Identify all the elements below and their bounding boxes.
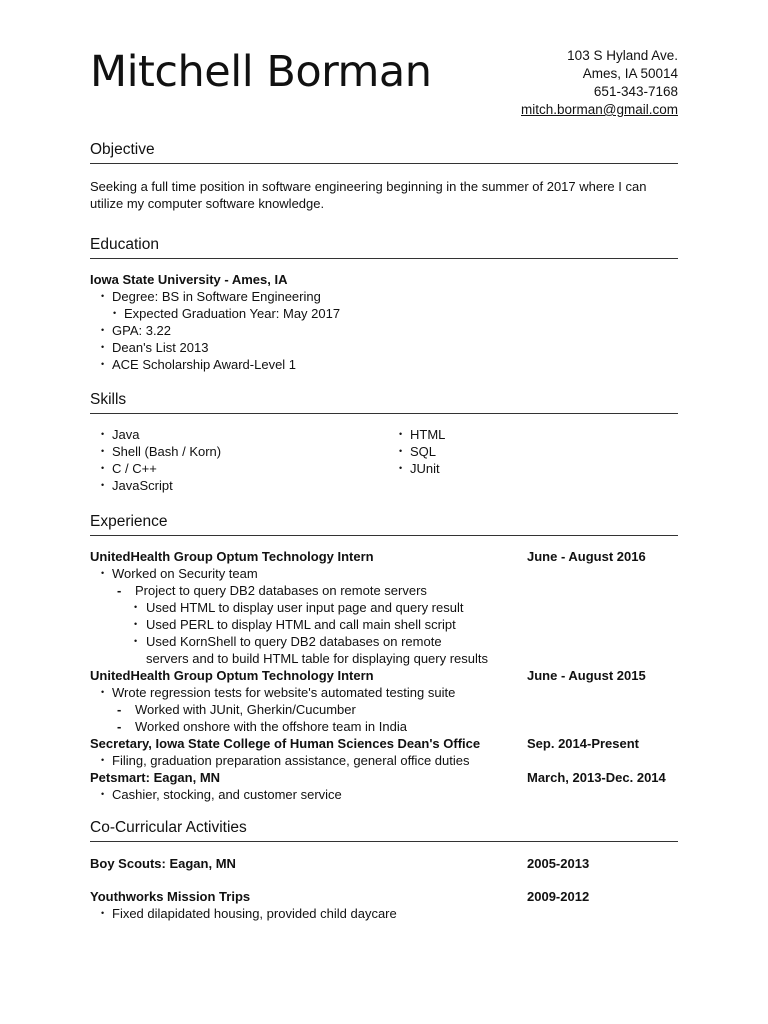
list-item: • ACE Scholarship Award-Level 1 <box>101 357 297 372</box>
list-item: • Degree: BS in Software Engineering <box>101 289 321 304</box>
job-title: UnitedHealth Group Optum Technology Intern <box>90 668 374 683</box>
list-item: • Used PERL to display HTML and call main shell script <box>134 617 456 632</box>
skills-right-column <box>388 426 678 494</box>
candidate-name: Mitchell Borman <box>90 47 432 97</box>
list-item: • Shell (Bash / Korn) <box>101 444 222 459</box>
dash-icon: - <box>117 719 122 734</box>
bullet-icon: • <box>101 291 105 301</box>
activities-section <box>90 817 678 922</box>
bullet-icon: • <box>134 636 138 646</box>
list-item: • JavaScript <box>101 478 173 493</box>
bullet-icon: • <box>101 463 105 473</box>
list-item: - Worked onshore with the offshore team in India <box>117 719 407 734</box>
bullet-icon: • <box>101 687 105 697</box>
objective-heading: Objective <box>90 139 678 164</box>
bullet-icon: • <box>101 908 105 918</box>
list-item: • Filing, graduation preparation assistance, general office duties <box>101 753 470 768</box>
address-line-2: Ames, IA 50014 <box>582 66 678 81</box>
experience-section <box>90 511 678 803</box>
list-item: • Worked on Security team <box>101 566 258 581</box>
email-link[interactable]: mitch.borman@gmail.com <box>521 102 678 117</box>
activity-row <box>90 855 678 872</box>
education-section <box>90 234 678 373</box>
bullet-icon: • <box>134 619 138 629</box>
bullet-icon: • <box>399 429 403 439</box>
list-item: • Wrote regression tests for website's automated testing suite <box>101 685 456 700</box>
school-row <box>90 271 678 288</box>
bullet-icon: • <box>101 446 105 456</box>
list-item: • JUnit <box>399 461 440 476</box>
list-item: • Expected Graduation Year: May 2017 <box>113 306 341 321</box>
activity-date: 2009-2012 <box>527 889 590 904</box>
skills-left-column <box>90 426 380 494</box>
list-item: • Used KornShell to query DB2 databases on remote <box>134 634 442 649</box>
objective-text: Seeking a full time position in software engineering beginning in the summer of 2017 where I can utilize my computer software knowledge. <box>90 179 647 211</box>
activity-row <box>90 888 678 905</box>
list-item: • Fixed dilapidated housing, provided child daycare <box>101 906 397 921</box>
list-item: - Worked with JUnit, Gherkin/Cucumber <box>117 702 356 717</box>
bullet-icon: • <box>113 308 117 318</box>
bullet-icon: • <box>399 463 403 473</box>
education-heading: Education <box>90 234 678 259</box>
list-item: • Cashier, stocking, and customer service <box>101 787 342 802</box>
experience-heading: Experience <box>90 511 678 536</box>
job-row <box>90 735 678 752</box>
job-title: Secretary, Iowa State College of Human Sciences Dean's Office <box>90 736 481 751</box>
activities-heading: Co-Curricular Activities <box>90 817 678 842</box>
dash-icon: - <box>117 702 122 717</box>
job-title: Petsmart: Eagan, MN <box>90 770 221 785</box>
job-date: June - August 2015 <box>527 668 646 683</box>
bullet-icon: • <box>399 446 403 456</box>
activity-date: 2005-2013 <box>527 856 590 871</box>
bullet-icon: • <box>101 342 105 352</box>
job-row <box>90 548 678 565</box>
objective-section <box>90 139 678 212</box>
list-item: • GPA: 3.22 <box>101 323 172 338</box>
job-row <box>90 769 678 786</box>
phone-number: 651-343-7168 <box>593 84 678 99</box>
list-item: • SQL <box>399 444 437 459</box>
school-name: Iowa State University - Ames, IA <box>90 272 288 287</box>
bullet-icon: • <box>101 568 105 578</box>
skills-columns <box>90 426 678 494</box>
bullet-icon: • <box>101 755 105 765</box>
activity-title: Youthworks Mission Trips <box>90 889 251 904</box>
list-item: • HTML <box>399 427 446 442</box>
dash-icon: - <box>117 583 122 598</box>
job-date: June - August 2016 <box>527 549 646 564</box>
job-title: UnitedHealth Group Optum Technology Intern <box>90 549 374 564</box>
job-date: Sep. 2014-Present <box>527 736 640 751</box>
job-row <box>90 667 678 684</box>
activity-title: Boy Scouts: Eagan, MN <box>90 856 236 871</box>
list-item: • Used HTML to display user input page and query result <box>134 600 464 615</box>
skills-section <box>90 389 678 494</box>
list-item: • Java <box>101 427 140 442</box>
bullet-icon: • <box>134 602 138 612</box>
bullet-icon: • <box>101 359 105 369</box>
list-item-continued: servers and to build HTML table for displaying query results <box>146 651 489 666</box>
list-item: - Project to query DB2 databases on remote servers <box>117 583 427 598</box>
bullet-icon: • <box>101 480 105 490</box>
bullet-icon: • <box>101 429 105 439</box>
list-item: • Dean's List 2013 <box>101 340 209 355</box>
skills-heading: Skills <box>90 389 678 414</box>
list-item: • C / C++ <box>101 461 157 476</box>
job-date: March, 2013-Dec. 2014 <box>527 770 666 785</box>
contact-block <box>521 47 678 119</box>
bullet-icon: • <box>101 789 105 799</box>
address-line-1: 103 S Hyland Ave. <box>567 48 678 63</box>
bullet-icon: • <box>101 325 105 335</box>
